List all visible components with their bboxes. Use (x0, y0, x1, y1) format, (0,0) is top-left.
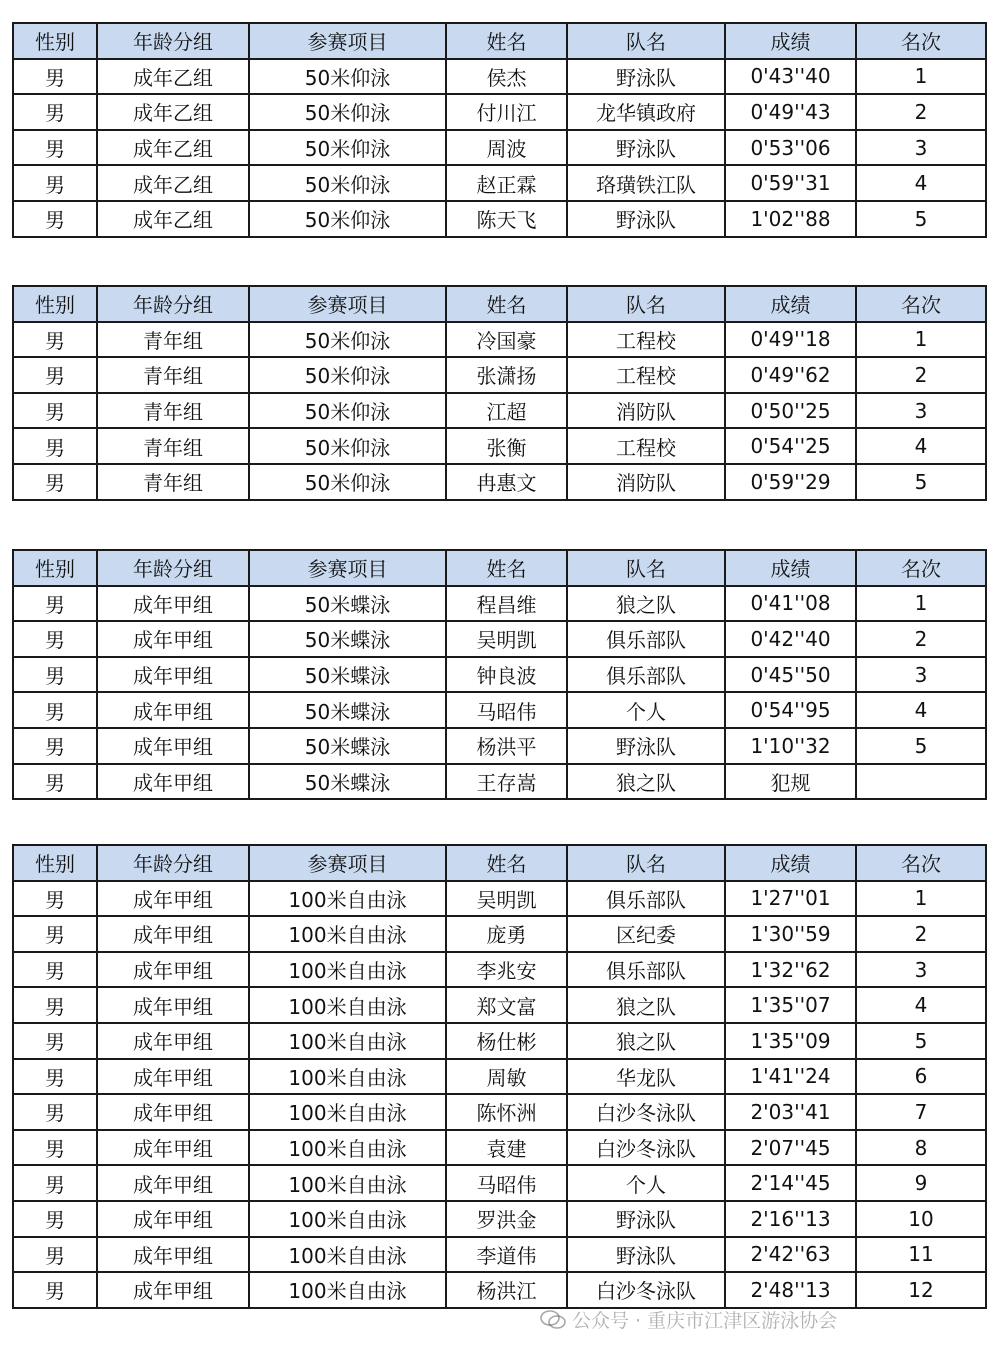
header-name: 姓名 (446, 845, 567, 881)
header-rank: 名次 (856, 286, 986, 322)
cell-team: 龙华镇政府 (567, 94, 725, 130)
cell-rank: 10 (856, 1201, 986, 1237)
header-age-group: 年龄分组 (97, 550, 249, 586)
cell-name: 马昭伟 (446, 692, 567, 728)
cell-rank: 1 (856, 59, 986, 95)
cell-team: 野泳队 (567, 59, 725, 95)
cell-name: 袁建 (446, 1130, 567, 1166)
cell-team: 俱乐部队 (567, 952, 725, 988)
watermark-text: 公众号 · 重庆市江津区游泳协会 (572, 1310, 838, 1332)
header-rank: 名次 (856, 23, 986, 59)
cell-rank: 3 (856, 952, 986, 988)
cell-age-group: 成年甲组 (97, 952, 249, 988)
header-rank: 名次 (856, 845, 986, 881)
cell-event: 100米自由泳 (249, 881, 446, 917)
cell-event: 50米仰泳 (249, 428, 446, 464)
cell-name: 吴明凯 (446, 621, 567, 657)
results-table-3 (12, 549, 987, 800)
cell-gender: 男 (13, 1130, 97, 1166)
header-result: 成绩 (725, 286, 856, 322)
cell-name: 钟良波 (446, 657, 567, 693)
cell-result: 2'07''45 (725, 1130, 856, 1166)
cell-age-group: 成年甲组 (97, 621, 249, 657)
cell-team: 野泳队 (567, 1237, 725, 1273)
cell-event: 50米蝶泳 (249, 621, 446, 657)
header-gender: 性别 (13, 286, 97, 322)
cell-result: 1'32''62 (725, 952, 856, 988)
cell-result: 1'02''88 (725, 201, 856, 237)
cell-team: 白沙冬泳队 (567, 1130, 725, 1166)
cell-age-group: 青年组 (97, 357, 249, 393)
header-event: 参赛项目 (249, 550, 446, 586)
cell-event: 50米仰泳 (249, 464, 446, 500)
cell-age-group: 青年组 (97, 393, 249, 429)
cell-age-group: 青年组 (97, 322, 249, 358)
header-name: 姓名 (446, 286, 567, 322)
cell-rank: 5 (856, 1023, 986, 1059)
cell-age-group: 成年甲组 (97, 1237, 249, 1273)
cell-event: 50米仰泳 (249, 130, 446, 166)
cell-age-group: 成年乙组 (97, 130, 249, 166)
table-row (13, 1094, 986, 1130)
cell-event: 100米自由泳 (249, 1237, 446, 1273)
cell-rank: 4 (856, 165, 986, 201)
cell-gender: 男 (13, 1201, 97, 1237)
results-table-4 (12, 844, 987, 1309)
cell-event: 50米蝶泳 (249, 764, 446, 800)
cell-name: 郑文富 (446, 987, 567, 1023)
cell-result: 0'53''06 (725, 130, 856, 166)
cell-result: 犯规 (725, 764, 856, 800)
cell-name: 张衡 (446, 428, 567, 464)
cell-result: 0'54''25 (725, 428, 856, 464)
cell-name: 江超 (446, 393, 567, 429)
cell-name: 冷国豪 (446, 322, 567, 358)
table-row (13, 692, 986, 728)
table-row (13, 764, 986, 800)
table-row (13, 464, 986, 500)
cell-rank: 2 (856, 621, 986, 657)
cell-result: 1'41''24 (725, 1059, 856, 1095)
cell-rank: 4 (856, 692, 986, 728)
cell-result: 0'49''62 (725, 357, 856, 393)
header-result: 成绩 (725, 845, 856, 881)
cell-name: 马昭伟 (446, 1165, 567, 1201)
header-gender: 性别 (13, 550, 97, 586)
table-row (13, 357, 986, 393)
table-row (13, 1165, 986, 1201)
cell-team: 狼之队 (567, 987, 725, 1023)
header-rank: 名次 (856, 550, 986, 586)
table-row (13, 428, 986, 464)
cell-name: 周波 (446, 130, 567, 166)
cell-result: 0'41''08 (725, 586, 856, 622)
cell-name: 杨仕彬 (446, 1023, 567, 1059)
table-row (13, 201, 986, 237)
header-gender: 性别 (13, 845, 97, 881)
cell-age-group: 成年甲组 (97, 1201, 249, 1237)
table-row (13, 586, 986, 622)
cell-result: 0'45''50 (725, 657, 856, 693)
cell-gender: 男 (13, 1023, 97, 1059)
cell-event: 50米仰泳 (249, 322, 446, 358)
cell-age-group: 成年甲组 (97, 692, 249, 728)
cell-age-group: 成年甲组 (97, 764, 249, 800)
cell-rank (856, 764, 986, 800)
cell-event: 100米自由泳 (249, 1023, 446, 1059)
cell-name: 赵正霖 (446, 165, 567, 201)
cell-result: 0'49''18 (725, 322, 856, 358)
cell-gender: 男 (13, 987, 97, 1023)
table-row (13, 621, 986, 657)
cell-result: 1'10''32 (725, 728, 856, 764)
cell-age-group: 成年甲组 (97, 1023, 249, 1059)
cell-rank: 2 (856, 916, 986, 952)
header-result: 成绩 (725, 23, 856, 59)
header-team: 队名 (567, 23, 725, 59)
cell-age-group: 成年甲组 (97, 1165, 249, 1201)
cell-name: 李道伟 (446, 1237, 567, 1273)
cell-event: 100米自由泳 (249, 952, 446, 988)
cell-rank: 4 (856, 428, 986, 464)
cell-event: 100米自由泳 (249, 1130, 446, 1166)
cell-rank: 4 (856, 987, 986, 1023)
cell-rank: 1 (856, 322, 986, 358)
header-result: 成绩 (725, 550, 856, 586)
cell-team: 俱乐部队 (567, 881, 725, 917)
header-age-group: 年龄分组 (97, 286, 249, 322)
cell-event: 100米自由泳 (249, 916, 446, 952)
cell-age-group: 成年甲组 (97, 728, 249, 764)
table-row (13, 1201, 986, 1237)
results-table-1 (12, 22, 987, 238)
cell-team: 白沙冬泳队 (567, 1094, 725, 1130)
table-header-row (13, 550, 986, 586)
cell-team: 狼之队 (567, 764, 725, 800)
cell-gender: 男 (13, 59, 97, 95)
cell-event: 100米自由泳 (249, 1059, 446, 1095)
table-header-row (13, 23, 986, 59)
cell-gender: 男 (13, 393, 97, 429)
cell-name: 李兆安 (446, 952, 567, 988)
results-table-2 (12, 285, 987, 501)
cell-name: 侯杰 (446, 59, 567, 95)
table-row (13, 916, 986, 952)
cell-rank: 2 (856, 94, 986, 130)
table-row (13, 322, 986, 358)
cell-event: 100米自由泳 (249, 987, 446, 1023)
cell-age-group: 成年乙组 (97, 59, 249, 95)
cell-team: 狼之队 (567, 586, 725, 622)
cell-gender: 男 (13, 657, 97, 693)
cell-rank: 3 (856, 393, 986, 429)
cell-event: 50米蝶泳 (249, 728, 446, 764)
table-header-row (13, 286, 986, 322)
cell-name: 程昌维 (446, 586, 567, 622)
table-row (13, 728, 986, 764)
cell-age-group: 成年甲组 (97, 657, 249, 693)
cell-gender: 男 (13, 94, 97, 130)
cell-event: 50米蝶泳 (249, 692, 446, 728)
cell-name: 周敏 (446, 1059, 567, 1095)
cell-rank: 9 (856, 1165, 986, 1201)
cell-gender: 男 (13, 1094, 97, 1130)
cell-team: 华龙队 (567, 1059, 725, 1095)
cell-rank: 5 (856, 201, 986, 237)
cell-team: 珞璜铁江队 (567, 165, 725, 201)
cell-team: 工程校 (567, 357, 725, 393)
cell-result: 1'35''09 (725, 1023, 856, 1059)
cell-event: 100米自由泳 (249, 1201, 446, 1237)
header-gender: 性别 (13, 23, 97, 59)
cell-gender: 男 (13, 357, 97, 393)
cell-gender: 男 (13, 621, 97, 657)
cell-result: 0'42''40 (725, 621, 856, 657)
cell-result: 2'16''13 (725, 1201, 856, 1237)
cell-team: 消防队 (567, 464, 725, 500)
header-event: 参赛项目 (249, 23, 446, 59)
cell-rank: 5 (856, 464, 986, 500)
cell-gender: 男 (13, 916, 97, 952)
cell-rank: 2 (856, 357, 986, 393)
watermark (540, 1306, 837, 1333)
cell-team: 野泳队 (567, 1201, 725, 1237)
cell-event: 50米仰泳 (249, 393, 446, 429)
wechat-icon (540, 1310, 566, 1330)
cell-result: 1'35''07 (725, 987, 856, 1023)
header-team: 队名 (567, 845, 725, 881)
cell-name: 吴明凯 (446, 881, 567, 917)
cell-name: 付川江 (446, 94, 567, 130)
cell-team: 工程校 (567, 322, 725, 358)
cell-gender: 男 (13, 201, 97, 237)
cell-gender: 男 (13, 692, 97, 728)
cell-gender: 男 (13, 1059, 97, 1095)
cell-gender: 男 (13, 464, 97, 500)
cell-gender: 男 (13, 130, 97, 166)
cell-rank: 3 (856, 657, 986, 693)
cell-age-group: 成年乙组 (97, 94, 249, 130)
cell-rank: 8 (856, 1130, 986, 1166)
cell-gender: 男 (13, 165, 97, 201)
cell-rank: 1 (856, 586, 986, 622)
table-row (13, 1237, 986, 1273)
cell-event: 50米蝶泳 (249, 657, 446, 693)
cell-name: 张潇扬 (446, 357, 567, 393)
cell-team: 俱乐部队 (567, 657, 725, 693)
cell-age-group: 成年甲组 (97, 1094, 249, 1130)
cell-age-group: 成年甲组 (97, 586, 249, 622)
cell-team: 野泳队 (567, 201, 725, 237)
header-age-group: 年龄分组 (97, 845, 249, 881)
cell-result: 2'42''63 (725, 1237, 856, 1273)
cell-event: 50米仰泳 (249, 201, 446, 237)
cell-gender: 男 (13, 1165, 97, 1201)
cell-age-group: 成年乙组 (97, 165, 249, 201)
table-row (13, 987, 986, 1023)
cell-rank: 7 (856, 1094, 986, 1130)
cell-event: 50米蝶泳 (249, 586, 446, 622)
cell-result: 2'03''41 (725, 1094, 856, 1130)
table-row (13, 130, 986, 166)
table-row (13, 393, 986, 429)
cell-result: 2'14''45 (725, 1165, 856, 1201)
cell-team: 狼之队 (567, 1023, 725, 1059)
cell-event: 50米仰泳 (249, 59, 446, 95)
cell-team: 野泳队 (567, 130, 725, 166)
cell-rank: 11 (856, 1237, 986, 1273)
cell-rank: 12 (856, 1272, 986, 1308)
cell-rank: 1 (856, 881, 986, 917)
cell-age-group: 青年组 (97, 428, 249, 464)
cell-result: 1'30''59 (725, 916, 856, 952)
cell-gender: 男 (13, 952, 97, 988)
table-row (13, 165, 986, 201)
cell-event: 100米自由泳 (249, 1165, 446, 1201)
cell-age-group: 成年乙组 (97, 201, 249, 237)
cell-gender: 男 (13, 764, 97, 800)
cell-gender: 男 (13, 1272, 97, 1308)
cell-age-group: 成年甲组 (97, 1272, 249, 1308)
cell-rank: 5 (856, 728, 986, 764)
cell-team: 俱乐部队 (567, 621, 725, 657)
table-row (13, 94, 986, 130)
cell-result: 0'54''95 (725, 692, 856, 728)
table-row (13, 59, 986, 95)
cell-team: 野泳队 (567, 728, 725, 764)
cell-gender: 男 (13, 428, 97, 464)
cell-name: 罗洪金 (446, 1201, 567, 1237)
cell-team: 区纪委 (567, 916, 725, 952)
cell-event: 50米仰泳 (249, 165, 446, 201)
cell-name: 杨洪平 (446, 728, 567, 764)
header-team: 队名 (567, 550, 725, 586)
table-row (13, 1130, 986, 1166)
cell-rank: 6 (856, 1059, 986, 1095)
header-team: 队名 (567, 286, 725, 322)
cell-team: 白沙冬泳队 (567, 1272, 725, 1308)
cell-name: 陈天飞 (446, 201, 567, 237)
cell-name: 王存嵩 (446, 764, 567, 800)
cell-event: 100米自由泳 (249, 1094, 446, 1130)
cell-gender: 男 (13, 322, 97, 358)
cell-gender: 男 (13, 1237, 97, 1273)
cell-name: 陈怀洲 (446, 1094, 567, 1130)
cell-age-group: 成年甲组 (97, 1059, 249, 1095)
table-row (13, 1023, 986, 1059)
header-event: 参赛项目 (249, 845, 446, 881)
header-age-group: 年龄分组 (97, 23, 249, 59)
header-name: 姓名 (446, 23, 567, 59)
header-event: 参赛项目 (249, 286, 446, 322)
cell-age-group: 成年甲组 (97, 1130, 249, 1166)
cell-team: 工程校 (567, 428, 725, 464)
header-name: 姓名 (446, 550, 567, 586)
table-row (13, 657, 986, 693)
cell-age-group: 青年组 (97, 464, 249, 500)
cell-result: 1'27''01 (725, 881, 856, 917)
cell-rank: 3 (856, 130, 986, 166)
cell-event: 50米仰泳 (249, 357, 446, 393)
cell-name: 冉惠文 (446, 464, 567, 500)
table-row (13, 1272, 986, 1308)
cell-result: 2'48''13 (725, 1272, 856, 1308)
table-row (13, 881, 986, 917)
cell-result: 0'59''31 (725, 165, 856, 201)
table-row (13, 1059, 986, 1095)
cell-team: 个人 (567, 692, 725, 728)
table-row (13, 952, 986, 988)
table-header-row (13, 845, 986, 881)
cell-result: 0'59''29 (725, 464, 856, 500)
cell-team: 消防队 (567, 393, 725, 429)
cell-name: 杨洪江 (446, 1272, 567, 1308)
cell-event: 100米自由泳 (249, 1272, 446, 1308)
cell-gender: 男 (13, 881, 97, 917)
cell-team: 个人 (567, 1165, 725, 1201)
cell-age-group: 成年甲组 (97, 916, 249, 952)
cell-result: 0'49''43 (725, 94, 856, 130)
cell-gender: 男 (13, 728, 97, 764)
cell-age-group: 成年甲组 (97, 987, 249, 1023)
cell-event: 50米仰泳 (249, 94, 446, 130)
cell-gender: 男 (13, 586, 97, 622)
cell-result: 0'50''25 (725, 393, 856, 429)
cell-name: 庞勇 (446, 916, 567, 952)
cell-age-group: 成年甲组 (97, 881, 249, 917)
cell-result: 0'43''40 (725, 59, 856, 95)
